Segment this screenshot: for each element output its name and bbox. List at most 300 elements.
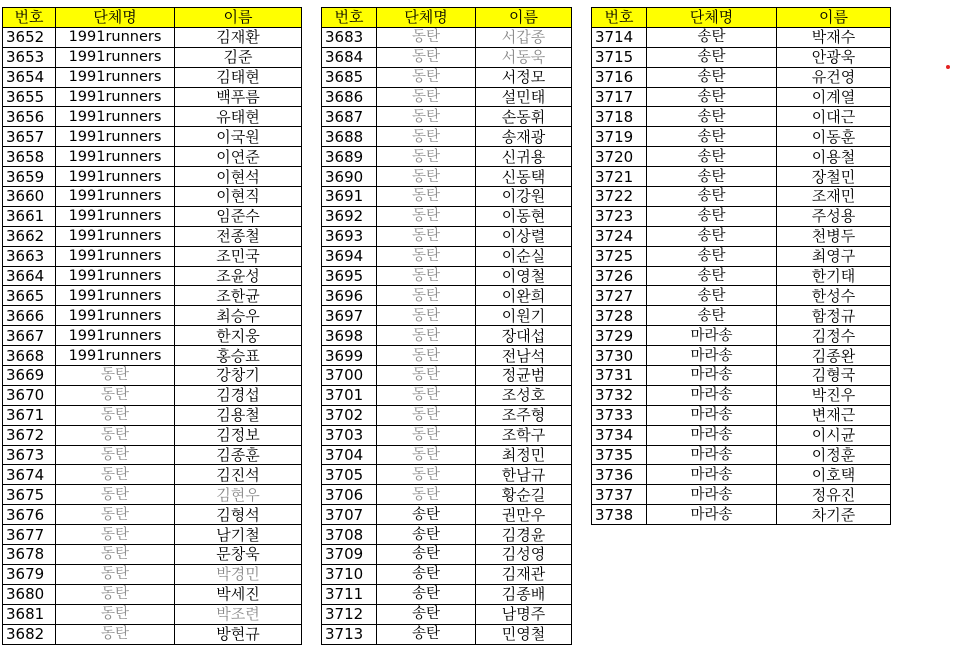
roster-table-2 — [321, 7, 572, 645]
row-number: 3655 — [3, 87, 56, 107]
row-name: 박진우 — [777, 385, 891, 405]
row-number: 3699 — [322, 346, 377, 366]
row-number: 3700 — [322, 366, 377, 386]
table-row — [3, 187, 302, 207]
table-row — [592, 366, 891, 386]
row-number: 3656 — [3, 107, 56, 127]
row-group: 동탄 — [56, 405, 175, 425]
table-row — [322, 604, 572, 624]
row-number: 3735 — [592, 445, 647, 465]
table-row — [322, 326, 572, 346]
row-group: 1991runners — [56, 127, 175, 147]
row-number: 3730 — [592, 346, 647, 366]
table-row — [3, 67, 302, 87]
header-group: 단체명 — [56, 8, 175, 28]
row-number: 3704 — [322, 445, 377, 465]
table-row — [322, 226, 572, 246]
row-group: 송탄 — [377, 505, 476, 525]
row-name: 임준수 — [175, 206, 302, 226]
row-number: 3695 — [322, 266, 377, 286]
row-group: 1991runners — [56, 167, 175, 187]
table-row — [322, 405, 572, 425]
row-name: 김재관 — [476, 564, 572, 584]
table-row — [3, 107, 302, 127]
row-name: 장대섭 — [476, 326, 572, 346]
row-number: 3698 — [322, 326, 377, 346]
row-group: 송탄 — [647, 107, 777, 127]
row-name: 이정훈 — [777, 445, 891, 465]
row-name: 이완희 — [476, 286, 572, 306]
table-row — [322, 107, 572, 127]
row-number: 3697 — [322, 306, 377, 326]
row-name: 문창욱 — [175, 545, 302, 565]
header-row — [592, 8, 891, 28]
row-name: 이동현 — [476, 206, 572, 226]
row-number: 3721 — [592, 167, 647, 187]
row-number: 3717 — [592, 87, 647, 107]
row-name: 조한균 — [175, 286, 302, 306]
row-name: 김종배 — [476, 584, 572, 604]
table-row — [592, 346, 891, 366]
row-name: 김종완 — [777, 346, 891, 366]
row-group: 마라송 — [647, 326, 777, 346]
row-number: 3658 — [3, 147, 56, 167]
row-number: 3726 — [592, 266, 647, 286]
row-group: 동탄 — [56, 445, 175, 465]
row-group: 동탄 — [377, 246, 476, 266]
row-group: 송탄 — [377, 564, 476, 584]
row-number: 3723 — [592, 206, 647, 226]
header-number: 번호 — [322, 8, 377, 28]
row-number: 3690 — [322, 167, 377, 187]
row-name: 김용철 — [175, 405, 302, 425]
row-number: 3671 — [3, 405, 56, 425]
row-name: 서동욱 — [476, 47, 572, 67]
row-group: 동탄 — [377, 167, 476, 187]
row-number: 3685 — [322, 67, 377, 87]
row-name: 조재민 — [777, 187, 891, 207]
row-name: 이연준 — [175, 147, 302, 167]
row-name: 홍승표 — [175, 346, 302, 366]
row-number: 3661 — [3, 206, 56, 226]
row-number: 3736 — [592, 465, 647, 485]
row-group: 송탄 — [377, 525, 476, 545]
table-row — [3, 27, 302, 47]
table-row — [3, 147, 302, 167]
row-number: 3714 — [592, 27, 647, 47]
table-row — [322, 206, 572, 226]
header-group: 단체명 — [377, 8, 476, 28]
row-group: 동탄 — [377, 67, 476, 87]
row-name: 최영구 — [777, 246, 891, 266]
row-name: 유태현 — [175, 107, 302, 127]
table-row — [3, 206, 302, 226]
row-name: 설민태 — [476, 87, 572, 107]
row-number: 3689 — [322, 147, 377, 167]
row-number: 3693 — [322, 226, 377, 246]
row-group: 마라송 — [647, 385, 777, 405]
row-name: 안광욱 — [777, 47, 891, 67]
row-group: 동탄 — [56, 465, 175, 485]
row-number: 3652 — [3, 27, 56, 47]
table-row — [3, 545, 302, 565]
row-name: 신귀용 — [476, 147, 572, 167]
row-group: 송탄 — [647, 266, 777, 286]
row-group: 동탄 — [377, 425, 476, 445]
table-row — [3, 366, 302, 386]
row-name: 권만우 — [476, 505, 572, 525]
row-group: 송탄 — [647, 246, 777, 266]
table-row — [592, 286, 891, 306]
row-name: 방현규 — [175, 624, 302, 644]
table-row — [322, 425, 572, 445]
row-name: 송재광 — [476, 127, 572, 147]
row-name: 이동훈 — [777, 127, 891, 147]
row-name: 박세진 — [175, 584, 302, 604]
row-number: 3702 — [322, 405, 377, 425]
row-number: 3701 — [322, 385, 377, 405]
row-group: 송탄 — [647, 206, 777, 226]
row-number: 3711 — [322, 584, 377, 604]
row-name: 차기준 — [777, 505, 891, 525]
row-name: 조윤성 — [175, 266, 302, 286]
row-group: 마라송 — [647, 445, 777, 465]
row-number: 3686 — [322, 87, 377, 107]
table-row — [3, 47, 302, 67]
table-row — [322, 147, 572, 167]
roster-table-1 — [2, 7, 302, 645]
row-group: 동탄 — [377, 87, 476, 107]
row-number: 3710 — [322, 564, 377, 584]
row-group: 동탄 — [56, 584, 175, 604]
row-group: 1991runners — [56, 187, 175, 207]
row-name: 김경섭 — [175, 385, 302, 405]
row-group: 송탄 — [647, 127, 777, 147]
table-row — [322, 346, 572, 366]
table-row — [3, 306, 302, 326]
row-name: 황순길 — [476, 485, 572, 505]
row-group: 동탄 — [56, 525, 175, 545]
row-name: 최승우 — [175, 306, 302, 326]
row-name: 박조련 — [175, 604, 302, 624]
table-row — [322, 624, 572, 644]
table-row — [592, 206, 891, 226]
table-row — [3, 604, 302, 624]
row-number: 3654 — [3, 67, 56, 87]
row-name: 김진석 — [175, 465, 302, 485]
header-row — [322, 8, 572, 28]
row-name: 정균범 — [476, 366, 572, 386]
row-name: 한지웅 — [175, 326, 302, 346]
row-name: 김준 — [175, 47, 302, 67]
row-number: 3677 — [3, 525, 56, 545]
row-name: 주성용 — [777, 206, 891, 226]
row-name: 전남석 — [476, 346, 572, 366]
header-name: 이름 — [777, 8, 891, 28]
row-number: 3653 — [3, 47, 56, 67]
row-number: 3679 — [3, 564, 56, 584]
table-row — [3, 425, 302, 445]
row-number: 3678 — [3, 545, 56, 565]
table-row — [3, 465, 302, 485]
row-name: 손동휘 — [476, 107, 572, 127]
row-name: 이영철 — [476, 266, 572, 286]
table-row — [592, 425, 891, 445]
table-row — [322, 366, 572, 386]
row-name: 천병두 — [777, 226, 891, 246]
row-number: 3720 — [592, 147, 647, 167]
row-name: 김종훈 — [175, 445, 302, 465]
row-number: 3733 — [592, 405, 647, 425]
row-name: 조성호 — [476, 385, 572, 405]
table-row — [322, 485, 572, 505]
row-group: 동탄 — [377, 326, 476, 346]
table-row — [3, 624, 302, 644]
row-number: 3668 — [3, 346, 56, 366]
table-row — [322, 525, 572, 545]
row-name: 한기태 — [777, 266, 891, 286]
row-name: 조주형 — [476, 405, 572, 425]
table-row — [3, 445, 302, 465]
row-number: 3731 — [592, 366, 647, 386]
table-row — [322, 87, 572, 107]
table-row — [3, 326, 302, 346]
row-number: 3737 — [592, 485, 647, 505]
table-row — [322, 465, 572, 485]
table-row — [322, 306, 572, 326]
row-name: 조학구 — [476, 425, 572, 445]
row-name: 김태현 — [175, 67, 302, 87]
row-number: 3665 — [3, 286, 56, 306]
row-number: 3715 — [592, 47, 647, 67]
table-row — [322, 187, 572, 207]
row-name: 조민국 — [175, 246, 302, 266]
row-number: 3696 — [322, 286, 377, 306]
roster-table-3 — [591, 7, 891, 525]
row-name: 한성수 — [777, 286, 891, 306]
row-group: 1991runners — [56, 306, 175, 326]
row-group: 마라송 — [647, 346, 777, 366]
row-group: 동탄 — [377, 445, 476, 465]
row-number: 3694 — [322, 246, 377, 266]
row-name: 최정민 — [476, 445, 572, 465]
row-name: 박재수 — [777, 27, 891, 47]
row-name: 이대근 — [777, 107, 891, 127]
row-group: 송탄 — [647, 47, 777, 67]
row-group: 1991runners — [56, 326, 175, 346]
row-number: 3712 — [322, 604, 377, 624]
table-row — [322, 47, 572, 67]
table-row — [3, 505, 302, 525]
row-name: 김정수 — [777, 326, 891, 346]
row-name: 장철민 — [777, 167, 891, 187]
row-group: 송탄 — [647, 226, 777, 246]
row-number: 3683 — [322, 27, 377, 47]
row-name: 유건영 — [777, 67, 891, 87]
row-group: 동탄 — [377, 286, 476, 306]
row-group: 송탄 — [647, 67, 777, 87]
row-name: 남기철 — [175, 525, 302, 545]
table-row — [592, 326, 891, 346]
table-row — [3, 525, 302, 545]
row-group: 동탄 — [377, 385, 476, 405]
table-row — [592, 187, 891, 207]
row-name: 정유진 — [777, 485, 891, 505]
table-row — [592, 465, 891, 485]
row-number: 3692 — [322, 206, 377, 226]
row-name: 서갑종 — [476, 27, 572, 47]
table-row — [592, 306, 891, 326]
row-name: 이상렬 — [476, 226, 572, 246]
row-number: 3687 — [322, 107, 377, 127]
table-row — [592, 226, 891, 246]
row-group: 동탄 — [377, 306, 476, 326]
row-group: 1991runners — [56, 226, 175, 246]
row-group: 동탄 — [377, 47, 476, 67]
row-group: 동탄 — [377, 147, 476, 167]
row-number: 3722 — [592, 187, 647, 207]
row-group: 동탄 — [377, 346, 476, 366]
row-group: 송탄 — [647, 286, 777, 306]
header-name: 이름 — [476, 8, 572, 28]
row-number: 3662 — [3, 226, 56, 246]
table-row — [3, 266, 302, 286]
row-number: 3682 — [3, 624, 56, 644]
row-name: 변재근 — [777, 405, 891, 425]
row-name: 전종철 — [175, 226, 302, 246]
row-group: 동탄 — [56, 385, 175, 405]
row-number: 3719 — [592, 127, 647, 147]
row-group: 동탄 — [377, 127, 476, 147]
row-number: 3659 — [3, 167, 56, 187]
row-name: 이순실 — [476, 246, 572, 266]
row-number: 3708 — [322, 525, 377, 545]
row-number: 3675 — [3, 485, 56, 505]
row-group: 1991runners — [56, 27, 175, 47]
row-name: 강창기 — [175, 366, 302, 386]
row-name: 한남규 — [476, 465, 572, 485]
row-group: 동탄 — [56, 425, 175, 445]
header-group: 단체명 — [647, 8, 777, 28]
row-number: 3705 — [322, 465, 377, 485]
row-group: 송탄 — [647, 27, 777, 47]
row-name: 남명주 — [476, 604, 572, 624]
header-row — [3, 8, 302, 28]
row-group: 동탄 — [56, 366, 175, 386]
row-name: 김현우 — [175, 485, 302, 505]
row-name: 김형국 — [777, 366, 891, 386]
table-row — [322, 385, 572, 405]
table-row — [592, 27, 891, 47]
row-number: 3676 — [3, 505, 56, 525]
row-name: 이현직 — [175, 187, 302, 207]
row-name: 서정모 — [476, 67, 572, 87]
row-group: 1991runners — [56, 266, 175, 286]
row-group: 송탄 — [647, 147, 777, 167]
row-group: 동탄 — [56, 485, 175, 505]
table-row — [322, 584, 572, 604]
row-number: 3680 — [3, 584, 56, 604]
row-number: 3703 — [322, 425, 377, 445]
table-row — [592, 266, 891, 286]
row-group: 1991runners — [56, 87, 175, 107]
row-number: 3657 — [3, 127, 56, 147]
row-name: 박경민 — [175, 564, 302, 584]
row-group: 송탄 — [377, 604, 476, 624]
row-group: 마라송 — [647, 485, 777, 505]
row-group: 송탄 — [647, 306, 777, 326]
table-row — [3, 226, 302, 246]
red-marker-dot — [946, 65, 950, 69]
row-number: 3691 — [322, 187, 377, 207]
table-row — [3, 346, 302, 366]
row-group: 동탄 — [377, 366, 476, 386]
row-number: 3732 — [592, 385, 647, 405]
table-row — [592, 107, 891, 127]
row-number: 3674 — [3, 465, 56, 485]
row-number: 3727 — [592, 286, 647, 306]
table-row — [3, 127, 302, 147]
row-name: 함정규 — [777, 306, 891, 326]
row-group: 마라송 — [647, 425, 777, 445]
table-row — [3, 405, 302, 425]
table-row — [592, 167, 891, 187]
table-row — [322, 246, 572, 266]
row-number: 3681 — [3, 604, 56, 624]
row-group: 마라송 — [647, 366, 777, 386]
table-row — [592, 87, 891, 107]
table-row — [322, 266, 572, 286]
row-name: 이현석 — [175, 167, 302, 187]
row-group: 송탄 — [377, 545, 476, 565]
table-row — [322, 167, 572, 187]
table-row — [3, 564, 302, 584]
row-group: 송탄 — [377, 624, 476, 644]
row-number: 3672 — [3, 425, 56, 445]
table-row — [322, 127, 572, 147]
row-group: 송탄 — [647, 187, 777, 207]
row-number: 3670 — [3, 385, 56, 405]
row-group: 1991runners — [56, 147, 175, 167]
row-name: 이국원 — [175, 127, 302, 147]
row-group: 1991runners — [56, 286, 175, 306]
table-row — [322, 545, 572, 565]
row-group: 동탄 — [377, 405, 476, 425]
row-name: 이강원 — [476, 187, 572, 207]
row-number: 3724 — [592, 226, 647, 246]
table-row — [322, 505, 572, 525]
table-row — [592, 67, 891, 87]
row-group: 동탄 — [377, 206, 476, 226]
table-row — [592, 405, 891, 425]
row-group: 마라송 — [647, 405, 777, 425]
row-name: 김형석 — [175, 505, 302, 525]
row-group: 1991runners — [56, 47, 175, 67]
header-name: 이름 — [175, 8, 302, 28]
row-name: 백푸름 — [175, 87, 302, 107]
row-name: 이계열 — [777, 87, 891, 107]
row-number: 3673 — [3, 445, 56, 465]
table-row — [322, 67, 572, 87]
table-row — [592, 246, 891, 266]
row-number: 3725 — [592, 246, 647, 266]
row-group: 동탄 — [377, 27, 476, 47]
row-group: 마라송 — [647, 465, 777, 485]
row-number: 3663 — [3, 246, 56, 266]
row-number: 3729 — [592, 326, 647, 346]
row-group: 1991runners — [56, 67, 175, 87]
table-row — [592, 127, 891, 147]
